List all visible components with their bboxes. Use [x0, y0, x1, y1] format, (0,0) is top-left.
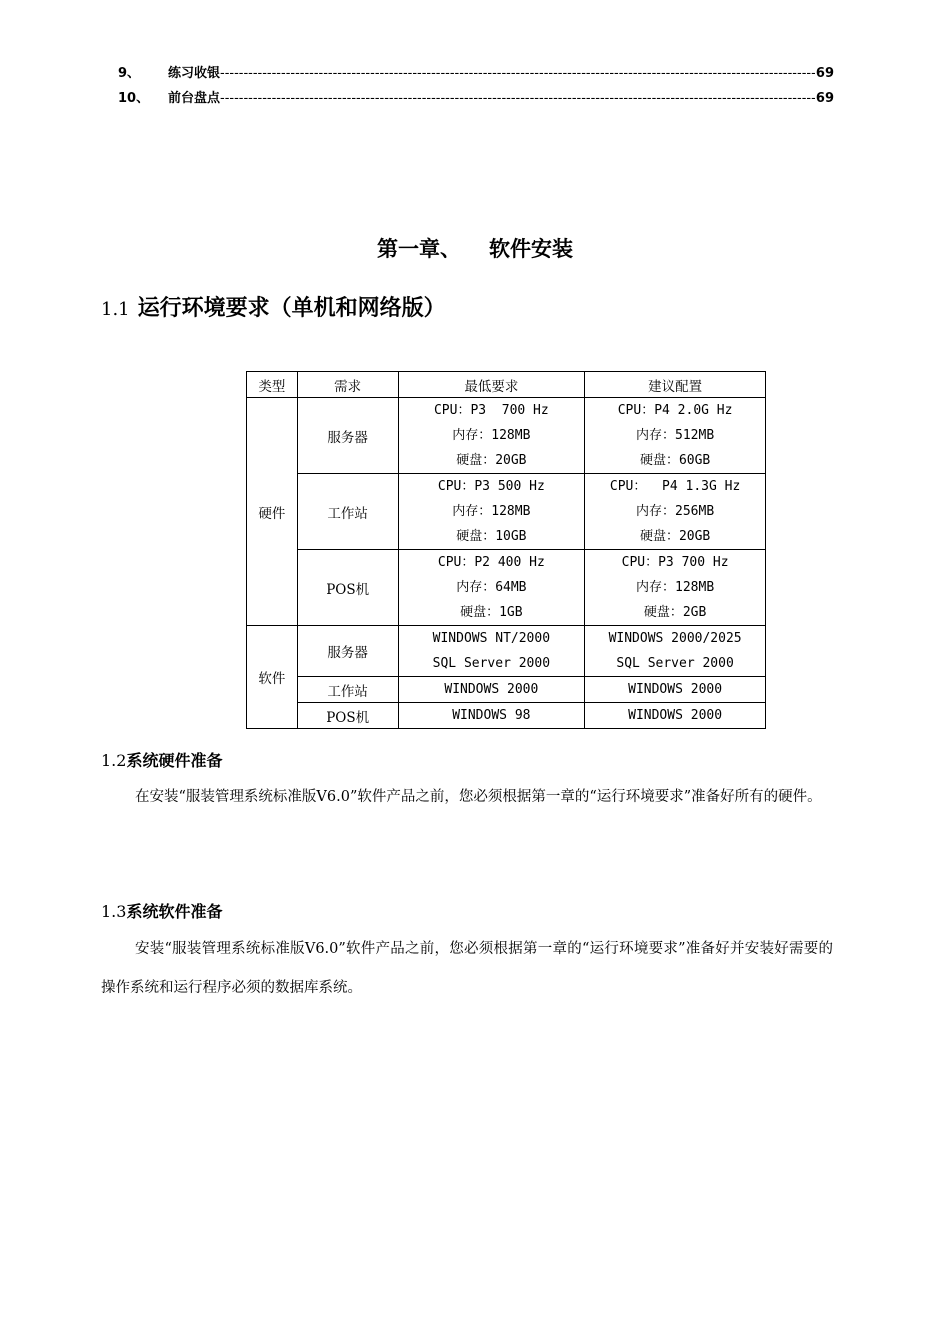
section-title: 系统硬件准备: [126, 751, 223, 770]
section-title: 运行环境要求（单机和网络版）: [137, 296, 446, 321]
category-software: 软件: [247, 626, 298, 729]
need-cell: 工作站: [297, 677, 398, 703]
spec-line: 硬盘：2GB: [643, 605, 707, 620]
need-cell: POS机: [297, 703, 398, 729]
toc-leader-dots: [220, 91, 815, 106]
toc-entry-page: 69: [815, 66, 834, 81]
need-cell: 服务器: [297, 398, 398, 474]
recommended-cell: [585, 550, 766, 626]
section-heading-1-2: [101, 748, 222, 771]
table-row: [247, 550, 766, 626]
header-need: 需求: [297, 372, 398, 398]
spec-line: SQL Server 2000: [432, 656, 551, 671]
spec-line: 硬盘：10GB: [456, 529, 527, 544]
spec-line: CPU：P4 2.0G Hz: [617, 403, 733, 418]
spec-line: 硬盘：60GB: [639, 453, 711, 468]
spec-line: CPU：P3 700 Hz: [621, 555, 729, 570]
toc-entry[interactable]: [118, 62, 834, 87]
recommended-cell: [585, 626, 766, 677]
spec-line: 内存：256MB: [636, 504, 715, 519]
spec-line: CPU： P4 1.3G Hz: [609, 479, 741, 494]
spec-line: SQL Server 2000: [616, 656, 734, 671]
recommended-cell: [585, 474, 766, 550]
section-number: 1.1: [101, 299, 130, 320]
section-number: 1.2: [101, 751, 127, 770]
table-row: [247, 398, 766, 474]
toc-leader-dots: [220, 66, 815, 81]
spec-line: WINDOWS 98: [452, 708, 531, 723]
header-recommended: 建议配置: [585, 372, 766, 398]
spec-line: 内存：128MB: [452, 504, 531, 519]
need-cell: 工作站: [297, 474, 398, 550]
spec-line: CPU：P2 400 Hz: [437, 555, 545, 570]
recommended-cell: [585, 398, 766, 474]
minimum-cell: [398, 474, 585, 550]
spec-line: 内存：128MB: [452, 428, 531, 443]
chapter-heading: [0, 233, 950, 263]
section-heading-1-1: [101, 291, 446, 322]
table-row: [247, 626, 766, 677]
spec-line: WINDOWS 2000: [628, 708, 723, 723]
need-cell: POS机: [297, 550, 398, 626]
table-of-contents: [118, 62, 834, 112]
chapter-title: 软件安装: [489, 237, 573, 261]
spec-line: 硬盘：20GB: [639, 529, 711, 544]
spec-line: WINDOWS 2000/2025: [608, 631, 742, 646]
spec-line: CPU：P3 700 Hz: [433, 403, 549, 418]
minimum-cell: [398, 703, 585, 729]
toc-entry-number: 10、: [118, 91, 150, 106]
category-hardware: 硬件: [247, 398, 298, 626]
minimum-cell: [398, 550, 585, 626]
minimum-cell: [398, 626, 585, 677]
minimum-cell: [398, 677, 585, 703]
toc-entry-title: 练习收银: [168, 66, 221, 81]
toc-entry[interactable]: [118, 87, 834, 112]
recommended-cell: [585, 677, 766, 703]
minimum-cell: [398, 398, 585, 474]
requirements-table: [246, 371, 766, 729]
spec-line: CPU：P3 500 Hz: [437, 479, 545, 494]
section-paragraph: 安装“服装管理系统标准版V6.0”软件产品之前，您必须根据第一章的“运行环境要求”准备好并安装好需要的操作系统和运行程序必须的数据库系统。: [101, 941, 833, 996]
section-paragraph: 在安装“服装管理系统标准版V6.0”软件产品之前，您必须根据第一章的“运行环境要求”准备好所有的硬件。: [135, 789, 822, 805]
table-row: [247, 677, 766, 703]
section-number: 1.3: [101, 902, 127, 921]
recommended-cell: [585, 703, 766, 729]
spec-line: 硬盘：1GB: [460, 605, 523, 620]
header-type: 类型: [247, 372, 298, 398]
header-minimum: 最低要求: [398, 372, 585, 398]
spec-line: WINDOWS 2000: [628, 682, 723, 697]
spec-line: 硬盘：20GB: [456, 453, 527, 468]
spec-line: 内存：128MB: [636, 580, 715, 595]
spec-line: 内存：64MB: [456, 580, 527, 595]
toc-entry-title: 前台盘点: [168, 91, 221, 106]
toc-entry-page: 69: [815, 91, 834, 106]
table-row: [247, 703, 766, 729]
toc-entry-number: 9、: [118, 66, 141, 81]
section-heading-1-3: [101, 899, 222, 922]
chapter-number: 第一章、: [377, 237, 461, 261]
spec-line: WINDOWS NT/2000: [432, 631, 551, 646]
section-title: 系统软件准备: [126, 902, 223, 921]
spec-line: WINDOWS 2000: [444, 682, 539, 697]
table-row: [247, 474, 766, 550]
spec-line: 内存：512MB: [636, 428, 715, 443]
table-header-row: [247, 372, 766, 398]
need-cell: 服务器: [297, 626, 398, 677]
